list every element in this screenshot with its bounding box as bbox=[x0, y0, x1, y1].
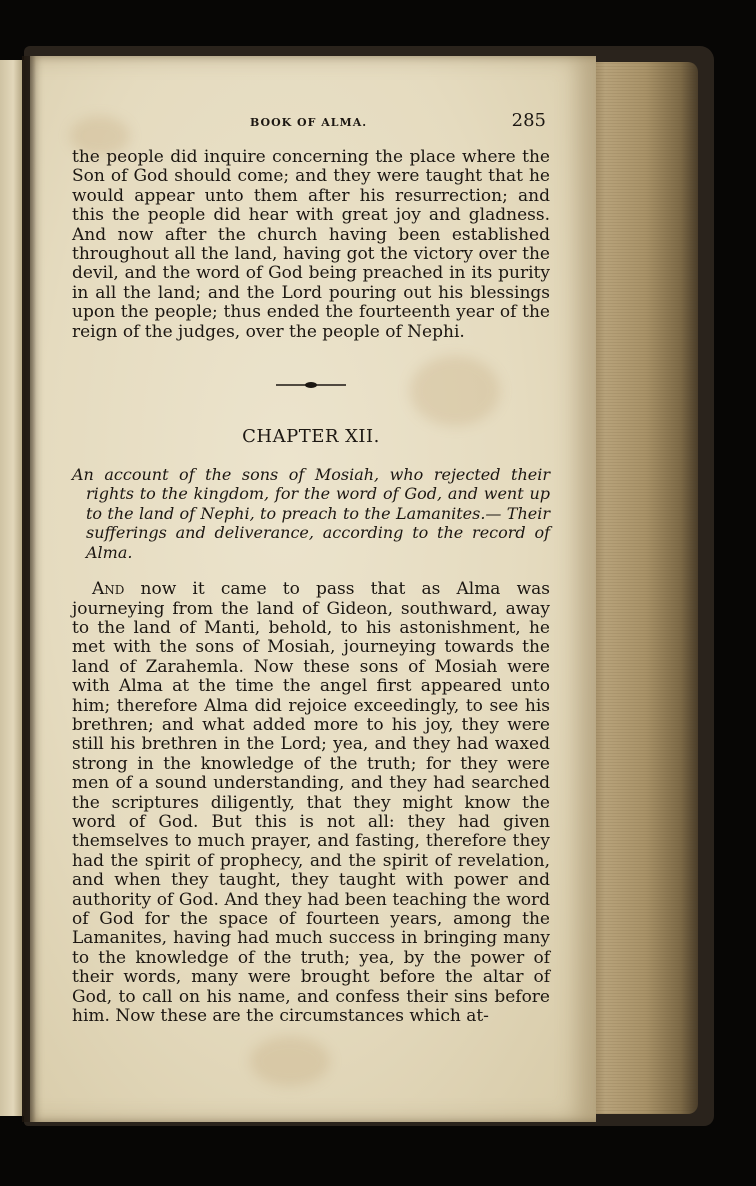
chapter-summary: An account of the sons of Mosiah, who rejected their rights to the kingdom, for the word of God, and went up to the land of Nephi, to preach to the Lamanites.— Their sufferings and deliverance, according to the record of Alma. bbox=[72, 465, 550, 562]
running-head bbox=[72, 110, 550, 134]
page-block-fore-edge bbox=[582, 62, 698, 1114]
ornament-divider-icon bbox=[276, 380, 346, 390]
page-number: 285 bbox=[511, 110, 546, 131]
facing-page-edge bbox=[0, 60, 24, 1116]
gutter-shadow bbox=[22, 56, 36, 1122]
chapter-body bbox=[72, 580, 550, 1026]
chapter-body-text: now it came to pass that as Alma was journeying from the land of Gideon, southward, away to the land of Manti, behold, to his astonishment, he met with the sons of Mosiah, journeying towards the land of Zarahemla. Now these sons of Mosiah were with Alma at the time the angel first appeared unto him; therefore Alma did rejoice exceedingly, to see his brethren; and what added more to his joy, they were still his brethren in the Lord; yea, and they had waxed strong in the knowledge of the truth; for they were men of a sound understanding, and they had searched the scriptures diligently, that they might know the word of God. But this is not all: they had given themselves to much prayer, and fasting, therefore they had the spirit of prophecy, and the spirit of revelation, and when they taught, they taught with power and authority of God. And they had been teaching the word of God for the space of fourteen years, among the Lamanites, having had much success in bringing many to the knowledge of the truth; yea, by the power of their words, many were brought before the altar of God, to call on his name, and confess their sins before him. Now these are the circumstances which at- bbox=[72, 579, 550, 1027]
chapter-heading: CHAPTER XII. bbox=[242, 426, 380, 448]
page-text bbox=[72, 110, 550, 1026]
paper-stain bbox=[250, 1036, 330, 1086]
running-title: BOOK OF ALMA. bbox=[250, 116, 368, 129]
opening-paragraph: the people did inquire concerning the place where the Son of God should come; and they were taught that he would appear unto them after his resurrection; and this the people did hear with great joy and gladness. And now after the church having been established throughout all the land, having got the victory over the devil, and the word of God being preached in its purity in all the land; and the Lord pouring out his blessings upon the people; thus ended the fourteenth year of the reign of the judges, over the people of Nephi. bbox=[72, 147, 550, 342]
first-word: And bbox=[92, 579, 125, 600]
